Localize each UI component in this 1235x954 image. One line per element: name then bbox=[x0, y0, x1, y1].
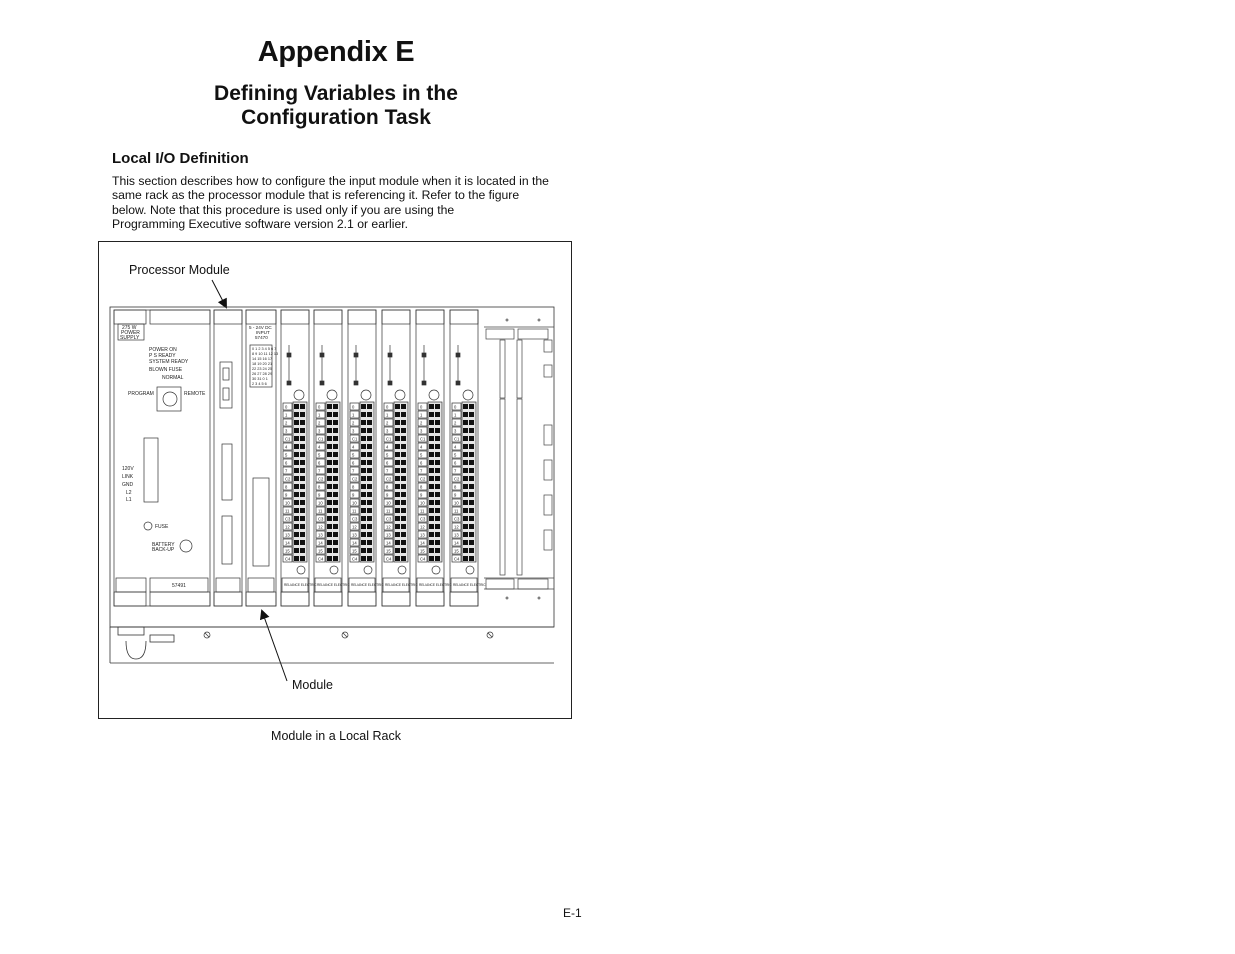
svg-text:5 - 24V DC: 5 - 24V DC bbox=[249, 325, 272, 330]
io-row-label: 8 bbox=[352, 484, 355, 490]
io-row-label: C3 bbox=[386, 516, 392, 522]
io-row-label: C2 bbox=[318, 476, 324, 482]
io-row-label: 2 bbox=[386, 420, 389, 426]
io-row-label: 2 bbox=[285, 420, 288, 426]
io-row-label: C1 bbox=[420, 436, 426, 442]
io-row-label: C1 bbox=[454, 436, 460, 442]
io-row-label: 11 bbox=[420, 508, 425, 514]
io-row-label: 6 bbox=[318, 460, 321, 466]
io-row-label: 13 bbox=[352, 532, 357, 538]
io-row-label: 7 bbox=[318, 468, 321, 474]
io-row-label: 6 bbox=[454, 460, 457, 466]
module-callout: Module bbox=[292, 678, 333, 692]
io-row-label: 6 bbox=[386, 460, 389, 466]
io-row-label: 8 bbox=[454, 484, 457, 490]
io-row-label: 0 bbox=[285, 404, 288, 410]
brand-label: RELIANCE ELECTRIC bbox=[351, 583, 384, 587]
ps-led-label: POWER ON bbox=[149, 347, 177, 353]
ps-led-label: SYSTEM READY bbox=[149, 359, 189, 365]
io-row-label: 15 bbox=[454, 548, 459, 554]
io-row-label: 13 bbox=[386, 532, 391, 538]
io-row-label: 2 bbox=[420, 420, 423, 426]
svg-text:22 23 24 25: 22 23 24 25 bbox=[252, 367, 273, 371]
io-row-label: 1 bbox=[285, 412, 288, 418]
io-row-label: C4 bbox=[420, 556, 426, 562]
svg-text:INPUT: INPUT bbox=[256, 330, 270, 335]
ps-battery-label: BACK-UP bbox=[152, 547, 175, 553]
svg-text:0 1 2 3 4 5 6 7: 0 1 2 3 4 5 6 7 bbox=[252, 347, 277, 351]
ps-terminal-label: 120V bbox=[122, 466, 134, 472]
io-module bbox=[314, 310, 350, 606]
io-row-label: 12 bbox=[454, 524, 459, 530]
io-row-label: 12 bbox=[318, 524, 323, 530]
io-row-label: 10 bbox=[420, 500, 425, 506]
io-row-label: C4 bbox=[318, 556, 324, 562]
io-row-label: 5 bbox=[454, 452, 457, 458]
io-row-label: C3 bbox=[420, 516, 426, 522]
io-row-label: 1 bbox=[352, 412, 355, 418]
io-row-label: 5 bbox=[386, 452, 389, 458]
io-row-label: 4 bbox=[352, 444, 355, 450]
io-row-label: 0 bbox=[420, 404, 423, 410]
io-row-label: 12 bbox=[285, 524, 290, 530]
io-row-label: 11 bbox=[285, 508, 290, 514]
appendix-title: Appendix E bbox=[257, 36, 415, 68]
io-row-label: 14 bbox=[318, 540, 323, 546]
ps-label-line: POWER bbox=[121, 330, 140, 336]
ps-fuse-label: FUSE bbox=[155, 524, 169, 530]
paragraph-line: same rack as the processor module that is referencing it. Refer to the figure bbox=[112, 188, 520, 203]
paragraph-line: This section describes how to configure the input module when it is located in the bbox=[112, 174, 549, 188]
io-row-label: 7 bbox=[420, 468, 423, 474]
input-module-labels bbox=[249, 325, 278, 386]
io-row-label: 7 bbox=[386, 468, 389, 474]
paragraph-line: Programming Executive software version 2.1 or earlier. bbox=[112, 216, 409, 231]
io-row-label: 14 bbox=[386, 540, 391, 546]
chapter-title-line1: Defining Variables in the bbox=[214, 82, 458, 105]
svg-text:14 15 16 17: 14 15 16 17 bbox=[252, 357, 273, 361]
brand-label: RELIANCE ELECTRIC bbox=[453, 583, 486, 587]
io-row-label: 1 bbox=[454, 412, 457, 418]
io-row-label: 3 bbox=[420, 428, 423, 434]
io-row-label: C2 bbox=[386, 476, 392, 482]
ps-label-line: SUPPLY bbox=[120, 335, 140, 341]
brand-label: RELIANCE ELECTRIC bbox=[385, 583, 418, 587]
svg-text:8 9 10 11 12 13: 8 9 10 11 12 13 bbox=[252, 352, 279, 356]
io-row-label: 14 bbox=[420, 540, 425, 546]
io-row-label: 3 bbox=[454, 428, 457, 434]
io-row-label: 0 bbox=[454, 404, 457, 410]
io-module bbox=[416, 310, 452, 606]
io-row-label: 9 bbox=[420, 492, 423, 498]
brand-label: RELIANCE ELECTRIC bbox=[317, 583, 350, 587]
io-row-label: C3 bbox=[454, 516, 460, 522]
ps-key-remote: REMOTE bbox=[184, 391, 206, 397]
paragraph-line: below. Note that this procedure is used only if you are using the bbox=[112, 202, 455, 217]
io-row-label: 0 bbox=[352, 404, 355, 410]
io-row-label: 5 bbox=[352, 452, 355, 458]
io-row-label: 6 bbox=[285, 460, 288, 466]
processor-module bbox=[214, 310, 242, 606]
processor-module-callout: Processor Module bbox=[129, 263, 230, 277]
io-module bbox=[281, 310, 317, 606]
ps-label-line: 275 W bbox=[122, 325, 137, 331]
chapter-title-line2: Configuration Task bbox=[241, 106, 431, 129]
io-row-label: C3 bbox=[285, 516, 291, 522]
io-row-label: 10 bbox=[352, 500, 357, 506]
io-row-label: C4 bbox=[454, 556, 460, 562]
io-row-label: 15 bbox=[386, 548, 391, 554]
io-row-label: C2 bbox=[285, 476, 291, 482]
svg-text:26 27 28 29: 26 27 28 29 bbox=[252, 372, 273, 376]
io-row-label: 12 bbox=[420, 524, 425, 530]
io-module bbox=[382, 310, 418, 606]
io-row-label: 15 bbox=[352, 548, 357, 554]
ps-terminal-label: GND bbox=[122, 482, 134, 488]
io-row-label: C3 bbox=[318, 516, 324, 522]
io-row-label: 3 bbox=[318, 428, 321, 434]
processor-arrow bbox=[212, 280, 226, 307]
io-row-label: 7 bbox=[285, 468, 288, 474]
io-row-label: 4 bbox=[386, 444, 389, 450]
io-row-label: 3 bbox=[352, 428, 355, 434]
io-row-label: 14 bbox=[285, 540, 290, 546]
brand-label: RELIANCE ELECTRIC bbox=[419, 583, 452, 587]
io-row-label: 9 bbox=[352, 492, 355, 498]
svg-text:18 19 20 21: 18 19 20 21 bbox=[252, 362, 273, 366]
io-row-label: 4 bbox=[318, 444, 321, 450]
io-row-label: 14 bbox=[454, 540, 459, 546]
io-row-label: 9 bbox=[318, 492, 321, 498]
io-row-label: 3 bbox=[386, 428, 389, 434]
io-module bbox=[348, 310, 384, 606]
io-row-label: 13 bbox=[285, 532, 290, 538]
io-row-label: 14 bbox=[352, 540, 357, 546]
io-row-label: 4 bbox=[454, 444, 457, 450]
io-row-label: 5 bbox=[318, 452, 321, 458]
module-arrow bbox=[262, 611, 287, 681]
io-row-label: C2 bbox=[352, 476, 358, 482]
io-row-label: 8 bbox=[318, 484, 321, 490]
io-row-label: C2 bbox=[420, 476, 426, 482]
io-row-label: 7 bbox=[352, 468, 355, 474]
io-row-label: 12 bbox=[352, 524, 357, 530]
io-row-label: 9 bbox=[386, 492, 389, 498]
ps-terminal-label: L2 bbox=[126, 490, 132, 496]
io-row-label: 13 bbox=[318, 532, 323, 538]
svg-text:30 31 0 1: 30 31 0 1 bbox=[252, 377, 268, 381]
io-row-label: 3 bbox=[285, 428, 288, 434]
power-supply-labels bbox=[120, 325, 206, 589]
ps-led-label: P S READY bbox=[149, 353, 176, 359]
io-row-label: C4 bbox=[352, 556, 358, 562]
io-row-label: 13 bbox=[420, 532, 425, 538]
figure-caption: Module in a Local Rack bbox=[271, 729, 401, 743]
io-row-label: C1 bbox=[318, 436, 324, 442]
ps-terminal-label: L1 bbox=[126, 497, 132, 503]
io-row-label: 2 bbox=[454, 420, 457, 426]
io-row-label: 15 bbox=[420, 548, 425, 554]
io-row-label: 13 bbox=[454, 532, 459, 538]
io-row-label: 10 bbox=[318, 500, 323, 506]
io-row-label: C1 bbox=[352, 436, 358, 442]
brand-label: RELIANCE ELECTRIC bbox=[284, 583, 317, 587]
io-row-label: 8 bbox=[285, 484, 288, 490]
io-row-label: C4 bbox=[285, 556, 291, 562]
io-row-label: 12 bbox=[386, 524, 391, 530]
io-row-label: 15 bbox=[318, 548, 323, 554]
ps-key-normal: NORMAL bbox=[162, 375, 184, 381]
io-row-label: 1 bbox=[318, 412, 321, 418]
io-row-label: C1 bbox=[386, 436, 392, 442]
io-row-label: 4 bbox=[285, 444, 288, 450]
io-row-label: 10 bbox=[454, 500, 459, 506]
io-row-label: 5 bbox=[420, 452, 423, 458]
io-row-label: C2 bbox=[454, 476, 460, 482]
ps-led-label: BLOWN FUSE bbox=[149, 367, 183, 373]
io-row-label: 11 bbox=[454, 508, 459, 514]
svg-text:57470: 57470 bbox=[255, 335, 268, 340]
io-row-label: C4 bbox=[386, 556, 392, 562]
io-row-label: 9 bbox=[454, 492, 457, 498]
io-row-label: 8 bbox=[386, 484, 389, 490]
page-number: E-1 bbox=[563, 906, 582, 920]
io-row-label: 9 bbox=[285, 492, 288, 498]
io-row-label: 2 bbox=[318, 420, 321, 426]
ps-part-number: 57491 bbox=[172, 583, 186, 589]
io-row-label: C1 bbox=[285, 436, 291, 442]
io-row-label: 0 bbox=[386, 404, 389, 410]
io-row-label: 7 bbox=[454, 468, 457, 474]
ps-terminal-label: LINK bbox=[122, 474, 134, 480]
io-row-label: C3 bbox=[352, 516, 358, 522]
io-row-label: 11 bbox=[318, 508, 323, 514]
io-modules bbox=[281, 310, 486, 606]
io-row-label: 1 bbox=[386, 412, 389, 418]
ps-battery-label: BATTERY bbox=[152, 542, 175, 548]
io-row-label: 10 bbox=[285, 500, 290, 506]
io-row-label: 4 bbox=[420, 444, 423, 450]
io-row-label: 6 bbox=[420, 460, 423, 466]
empty-slots bbox=[484, 319, 554, 599]
io-row-label: 6 bbox=[352, 460, 355, 466]
io-row-label: 2 bbox=[352, 420, 355, 426]
io-row-label: 8 bbox=[420, 484, 423, 490]
io-module bbox=[450, 310, 486, 606]
io-row-label: 11 bbox=[386, 508, 391, 514]
ps-key-program: PROGRAM bbox=[128, 391, 154, 397]
io-row-label: 5 bbox=[285, 452, 288, 458]
rack-screws bbox=[204, 632, 493, 638]
io-row-label: 10 bbox=[386, 500, 391, 506]
io-row-label: 11 bbox=[352, 508, 357, 514]
svg-text:2 3 4 5 6: 2 3 4 5 6 bbox=[252, 382, 267, 386]
section-heading: Local I/O Definition bbox=[112, 150, 249, 167]
io-row-label: 15 bbox=[285, 548, 290, 554]
io-row-label: 1 bbox=[420, 412, 423, 418]
io-row-label: 0 bbox=[318, 404, 321, 410]
